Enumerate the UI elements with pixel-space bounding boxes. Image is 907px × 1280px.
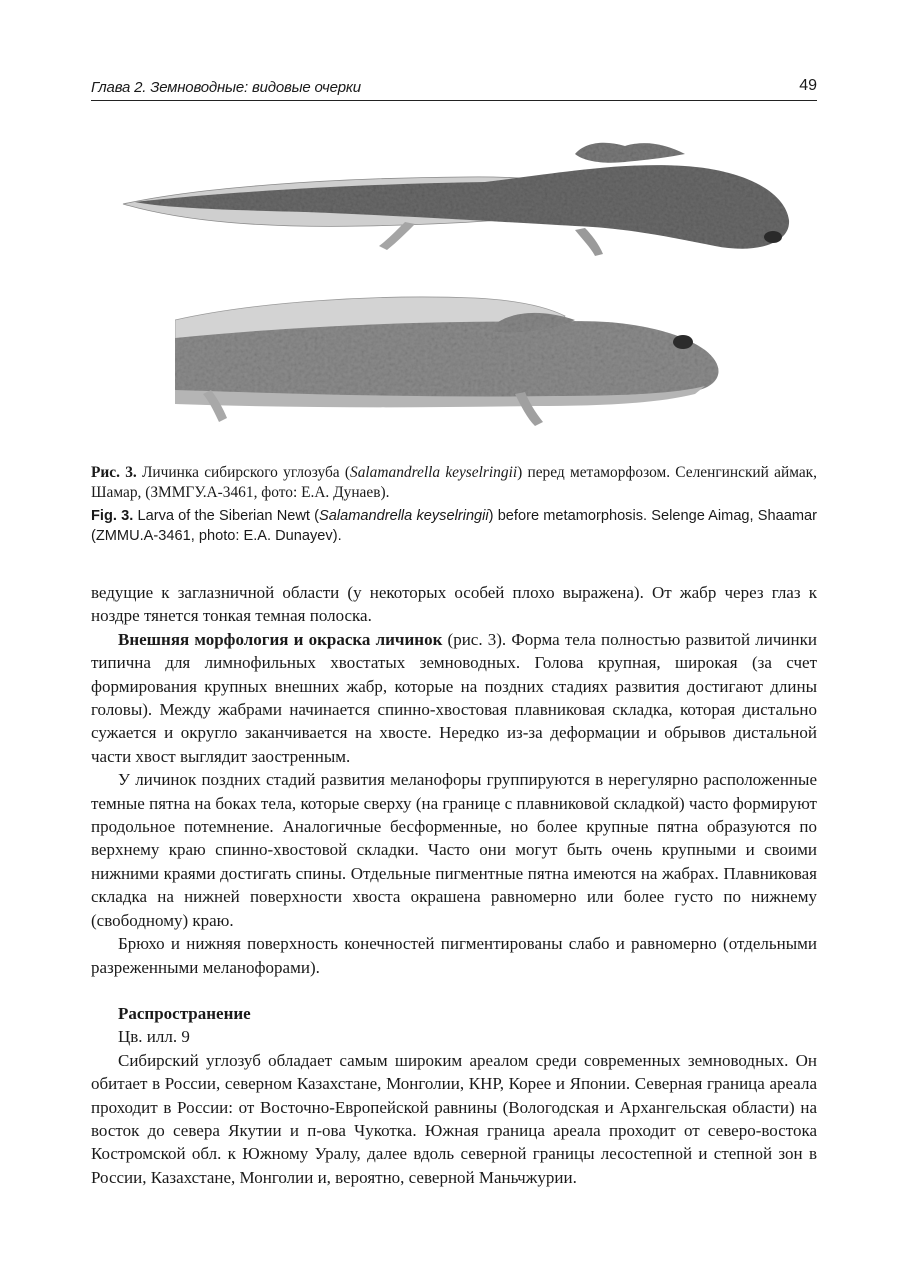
- caption-text-b: ) перед метаморфозом. Селенгинский аймак, Шамар, (ЗММГУ.А-3461, фото: Е.А. Дунаев).: [91, 464, 817, 501]
- caption-text-a: Личинка сибирского углозуба (: [136, 464, 351, 481]
- running-title: Глава 2. Земноводные: видовые очерки: [91, 79, 361, 96]
- running-head: [91, 78, 817, 101]
- caption-species: Salamandrella keyselringii: [350, 464, 518, 481]
- figure-caption-en: [91, 506, 817, 546]
- section-heading: Распространение: [118, 1003, 251, 1023]
- body-text: [91, 581, 817, 1189]
- eye: [764, 231, 782, 243]
- figure-caption-ru: [91, 463, 817, 503]
- paragraph: [91, 628, 817, 768]
- caption-species: Salamandrella keyselringii: [319, 508, 489, 524]
- forelimb: [575, 228, 603, 256]
- gills: [575, 143, 685, 163]
- larva-dorsal-photo: [105, 132, 805, 257]
- caption-text-b: ) before metamorphosis. Selenge Aimag, Shaamar (ZMMU.A-3461, photo: E.A. Dunayev).: [91, 508, 817, 544]
- hindlimb: [379, 222, 415, 250]
- caption-label: Рис. 3.: [91, 464, 137, 481]
- paragraph: ведущие к заглазничной области (у некоторых особей плохо выражена). От жабр через глаз к ноздре тянется тонкая темная полоска.: [91, 583, 817, 626]
- eye: [673, 335, 693, 349]
- larva-lateral-photo: [175, 290, 730, 440]
- run-in-heading: Внешняя морфология и окраска личинок: [118, 629, 443, 649]
- paragraph: Сибирский углозуб обладает самым широким ареалом среди современных земноводных. Он обитает в России, северном Казахстане, Монголии, КНР, Корее и Японии. Северная граница ареала проходит в России: от Восточно-Европейской равнины (Вологодская и Архангельская области) на восток до севера Якутии и п-ова Чукотка. Южная граница ареала проходит от северо-востока Костромской обл. к Южному Уралу, далее вдоль северной границы лесостепной и степной зон в России, Казахстане, Монголии и, вероятно, северной Маньчжурии.: [91, 1050, 817, 1187]
- paragraph: У личинок поздних стадий развития меланофоры группируются в нерегулярно расположенные темные пятна на боках тела, которые сверху (на границе с плавниковой складкой) часто формируют продольное потемнение. Аналогичные бесформенные, но более крупные пятна образуются по верхнему краю спинно-хвостовой складки. Часто они могут быть очень крупными и своими нижними краями достигать спины. Отдельные пигментные пятна имеются на жабрах. Плавниковая складка на нижней поверхности хвоста окрашена равномерно или более густо по нижнему (свободному) краю.: [91, 770, 817, 930]
- caption-label: Fig. 3.: [91, 508, 134, 524]
- page-number: 49: [799, 77, 817, 94]
- caption-text-a: Larva of the Siberian Newt (: [133, 508, 319, 524]
- plate-reference: Цв. илл. 9: [118, 1027, 190, 1047]
- paragraph-text: (рис. 3). Форма тела полностью развитой личинки типична для лимнофильных хвостатых земноводных. Голова крупная, широкая (за счет формирования крупных внешних жабр, которые на поздних стадиях развития достигают длины головы). Между жабрами начинается спинно-хвостовая плавниковая складка, которая дистально сужается и округло заканчивается на хвосте. Нередко из-за деформации и обрывов дистальной части хвост выглядит заостренным.: [91, 629, 817, 766]
- paragraph: Брюхо и нижняя поверхность конечностей пигментированы слабо и равномерно (отдельными разреженными меланофорами).: [91, 934, 817, 977]
